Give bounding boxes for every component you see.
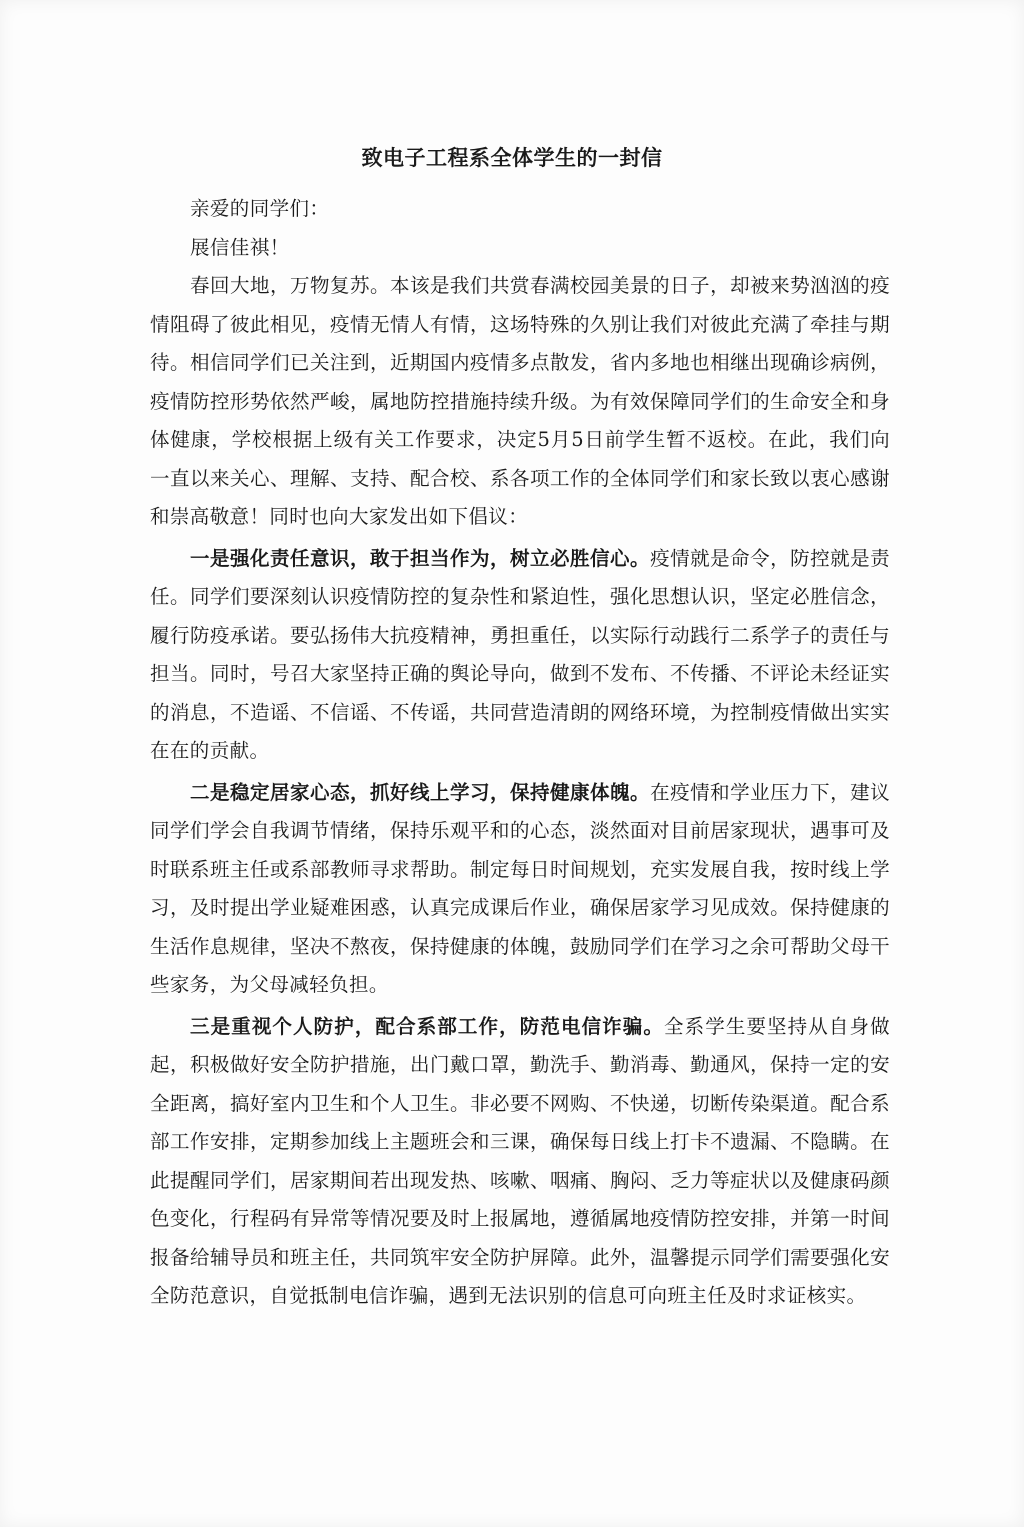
- paragraph-lead: 一是强化责任意识，敢于担当作为，树立必胜信心。: [190, 546, 651, 570]
- paragraph-point-two: [150, 774, 890, 1005]
- letter-title: 致电子工程系全体学生的一封信: [361, 145, 663, 170]
- salutation: 亲爱的同学们：: [190, 197, 330, 220]
- paragraph-text: 在疫情和学业压力下，建议同学们学会自我调节情绪，保持乐观平和的心态，淡然面对目前居家现状，遇事可及时联系班主任或系部教师寻求帮助。制定每日时间规划，充实发展自我，按时线上学习，及时提出学业疑难困惑，认真完成课后作业，确保居家学习见成效。保持健康的生活作息规律，坚决不熬夜，保持健康的体魄，鼓励同学们在学习之余可帮助父母干些家务，为父母减轻负担。: [150, 780, 890, 996]
- paragraph-point-three: [150, 1008, 890, 1316]
- paragraph-lead: 二是稳定居家心态，抓好线上学习，保持健康体魄。: [190, 780, 651, 804]
- paragraph-intro: [150, 267, 890, 537]
- paragraph-text: 全系学生要坚持从自身做起，积极做好安全防护措施，出门戴口罩，勤洗手、勤消毒、勤通风，保持一定的安全距离，搞好室内卫生和个人卫生。非必要不网购、不快递，切断传染渠道。配合系部工作安排，定期参加线上主题班会和三课，确保每日线上打卡不遗漏、不隐瞒。在此提醒同学们，居家期间若出现发热、咳嗽、咽痛、胸闷、乏力等症状以及健康码颜色变化，行程码有异常等情况要及时上报属地，遵循属地疫情防控安排，并第一时间报备给辅导员和班主任，共同筑牢安全防护屏障。此外，温馨提示同学们需要强化安全防范意识，自觉抵制电信诈骗，遇到无法识别的信息可向班主任及时求证核实。: [150, 1014, 891, 1307]
- paragraph-point-one: [150, 540, 890, 771]
- letter-body: [150, 190, 890, 1316]
- paragraph-lead: 三是重视个人防护，配合系部工作，防范电信诈骗。: [190, 1014, 665, 1038]
- greeting: 展信佳祺！: [190, 235, 290, 259]
- paragraph-text: 春回大地，万物复苏。本该是我们共赏春满校园美景的日子，却被来势汹汹的疫情阻碍了彼此相见，疫情无情人有情，这场特殊的久别让我们对彼此充满了牵挂与期待。相信同学们已关注到，近期国内疫情多点散发，省内多地也相继出现确诊病例，疫情防控形势依然严峻，属地防控措施持续升级。为有效保障同学们的生命安全和身体健康，学校根据上级有关工作要求，决定5月5日前学生暂不返校。在此，我们向一直以来关心、理解、支持、配合校、系各项工作的全体同学们和家长致以衷心感谢和崇高敬意！同时也向大家发出如下倡议：: [150, 274, 890, 528]
- paragraph-text: 疫情就是命令，防控就是责任。同学们要深刻认识疫情防控的复杂性和紧迫性，强化思想认识，坚定必胜信念，履行防疫承诺。要弘扬伟大抗疫精神，勇担重任，以实际行动践行二系学子的责任与担当。同时，号召大家坚持正确的舆论导向，做到不发布、不传播、不评论未经证实的消息，不造谣、不信谣、不传谣，共同营造清朗的网络环境，为控制疫情做出实实在在的贡献。: [150, 546, 890, 762]
